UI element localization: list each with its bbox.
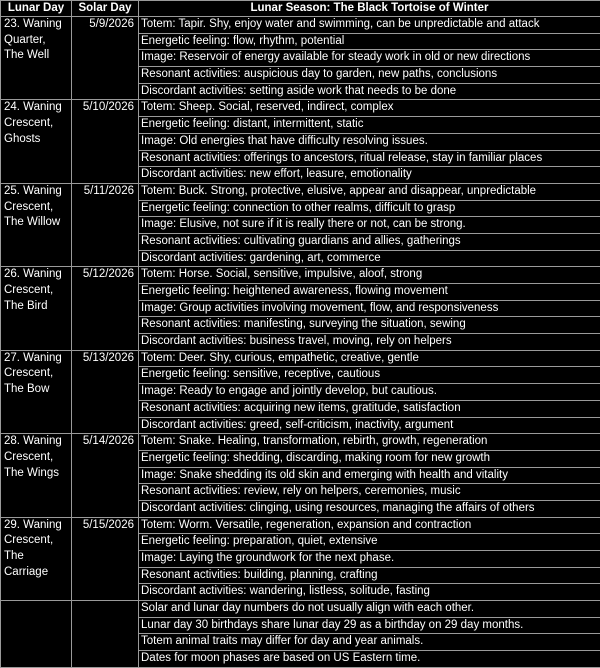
detail-line: Totem: Tapir. Shy, enjoy water and swimming, can be unpredictable and attack <box>139 17 600 34</box>
lunar-day-cell: 29. Waning Crescent, The Carriage <box>1 517 72 600</box>
detail-line: Discordant activities: setting aside work that needs to be done <box>139 84 600 100</box>
detail-line: Resonant activities: building, planning, crafting <box>139 568 600 585</box>
day-details-cell <box>139 350 600 433</box>
detail-line: Energetic feeling: distant, intermittent, static <box>139 117 600 134</box>
day-details-cell <box>139 267 600 350</box>
day-row <box>1 267 600 350</box>
detail-line: Totem: Worm. Versatile, regeneration, expansion and contraction <box>139 518 600 535</box>
detail-line: Resonant activities: cultivating guardians and allies, gatherings <box>139 234 600 251</box>
detail-line: Image: Group activities involving movement, flow, and responsiveness <box>139 301 600 318</box>
detail-line: Discordant activities: clinging, using resources, managing the affairs of others <box>139 501 600 517</box>
notes-empty-cell <box>72 601 139 668</box>
detail-line: Image: Reservoir of energy available for steady work in old or new directions <box>139 50 600 67</box>
detail-line: Image: Ready to engage and jointly develop, but cautious. <box>139 384 600 401</box>
note-line: Lunar day 30 birthdays share lunar day 29 as a birthday on 29 day months. <box>139 618 600 635</box>
day-details-cell <box>139 434 600 517</box>
solar-day-cell: 5/13/2026 <box>72 350 139 433</box>
day-row <box>1 100 600 183</box>
solar-day-cell: 5/14/2026 <box>72 434 139 517</box>
detail-line: Discordant activities: business travel, moving, rely on helpers <box>139 334 600 350</box>
detail-line: Energetic feeling: heightened awareness, flowing movement <box>139 284 600 301</box>
solar-day-cell: 5/15/2026 <box>72 517 139 600</box>
day-details-cell <box>139 183 600 266</box>
solar-day-cell: 5/10/2026 <box>72 100 139 183</box>
detail-line: Resonant activities: auspicious day to garden, new paths, conclusions <box>139 67 600 84</box>
header-lunar-season: Lunar Season: The Black Tortoise of Winter <box>139 1 600 17</box>
detail-line: Discordant activities: wandering, listless, solitude, fasting <box>139 584 600 600</box>
detail-line: Energetic feeling: sensitive, receptive, cautious <box>139 367 600 384</box>
note-line: Solar and lunar day numbers do not usually align with each other. <box>139 601 600 618</box>
day-row <box>1 183 600 266</box>
detail-line: Discordant activities: new effort, leasure, emotionality <box>139 167 600 183</box>
notes-cell <box>139 601 600 668</box>
lunar-day-cell: 28. Waning Crescent, The Wings <box>1 434 72 517</box>
detail-line: Totem: Snake. Healing, transformation, rebirth, growth, regeneration <box>139 434 600 451</box>
detail-line: Totem: Buck. Strong, protective, elusive, appear and disappear, unpredictable <box>139 184 600 201</box>
detail-line: Resonant activities: offerings to ancestors, ritual release, stay in familiar places <box>139 151 600 168</box>
detail-line: Image: Elusive, not sure if it is really there or not, can be strong. <box>139 217 600 234</box>
detail-line: Resonant activities: acquiring new items, gratitude, satisfaction <box>139 401 600 418</box>
day-details-cell <box>139 517 600 600</box>
note-line: Totem animal traits may differ for day and year animals. <box>139 634 600 651</box>
lunar-day-cell: 23. Waning Quarter, The Well <box>1 17 72 100</box>
detail-line: Resonant activities: review, rely on helpers, ceremonies, music <box>139 484 600 501</box>
detail-line: Energetic feeling: connection to other realms, difficult to grasp <box>139 201 600 218</box>
day-row <box>1 350 600 433</box>
detail-line: Energetic feeling: preparation, quiet, extensive <box>139 534 600 551</box>
lunar-day-cell: 24. Waning Crescent, Ghosts <box>1 100 72 183</box>
header-lunar-day: Lunar Day <box>1 1 72 17</box>
detail-line: Totem: Sheep. Social, reserved, indirect, complex <box>139 100 600 117</box>
notes-row <box>1 601 600 668</box>
day-row <box>1 434 600 517</box>
day-details-cell <box>139 17 600 100</box>
header-row <box>1 1 600 17</box>
detail-line: Image: Snake shedding its old skin and emerging with health and vitality <box>139 468 600 485</box>
day-row <box>1 517 600 600</box>
detail-line: Resonant activities: manifesting, surveying the situation, sewing <box>139 317 600 334</box>
solar-day-cell: 5/11/2026 <box>72 183 139 266</box>
detail-line: Totem: Deer. Shy, curious, empathetic, creative, gentle <box>139 351 600 368</box>
detail-line: Image: Old energies that have difficulty resolving issues. <box>139 134 600 151</box>
detail-line: Energetic feeling: flow, rhythm, potential <box>139 34 600 51</box>
lunar-day-cell: 27. Waning Crescent, The Bow <box>1 350 72 433</box>
header-solar-day: Solar Day <box>72 1 139 17</box>
day-row <box>1 17 600 100</box>
notes-empty-cell <box>1 601 72 668</box>
lunar-day-cell: 25. Waning Crescent, The Willow <box>1 183 72 266</box>
day-details-cell <box>139 100 600 183</box>
note-line: Dates for moon phases are based on US Eastern time. <box>139 651 600 667</box>
solar-day-cell: 5/9/2026 <box>72 17 139 100</box>
detail-line: Discordant activities: gardening, art, commerce <box>139 251 600 267</box>
detail-line: Discordant activities: greed, self-criticism, inactivity, argument <box>139 418 600 434</box>
lunar-day-cell: 26. Waning Crescent, The Bird <box>1 267 72 350</box>
detail-line: Image: Laying the groundwork for the next phase. <box>139 551 600 568</box>
detail-line: Totem: Horse. Social, sensitive, impulsive, aloof, strong <box>139 267 600 284</box>
detail-line: Energetic feeling: shedding, discarding, making room for new growth <box>139 451 600 468</box>
solar-day-cell: 5/12/2026 <box>72 267 139 350</box>
